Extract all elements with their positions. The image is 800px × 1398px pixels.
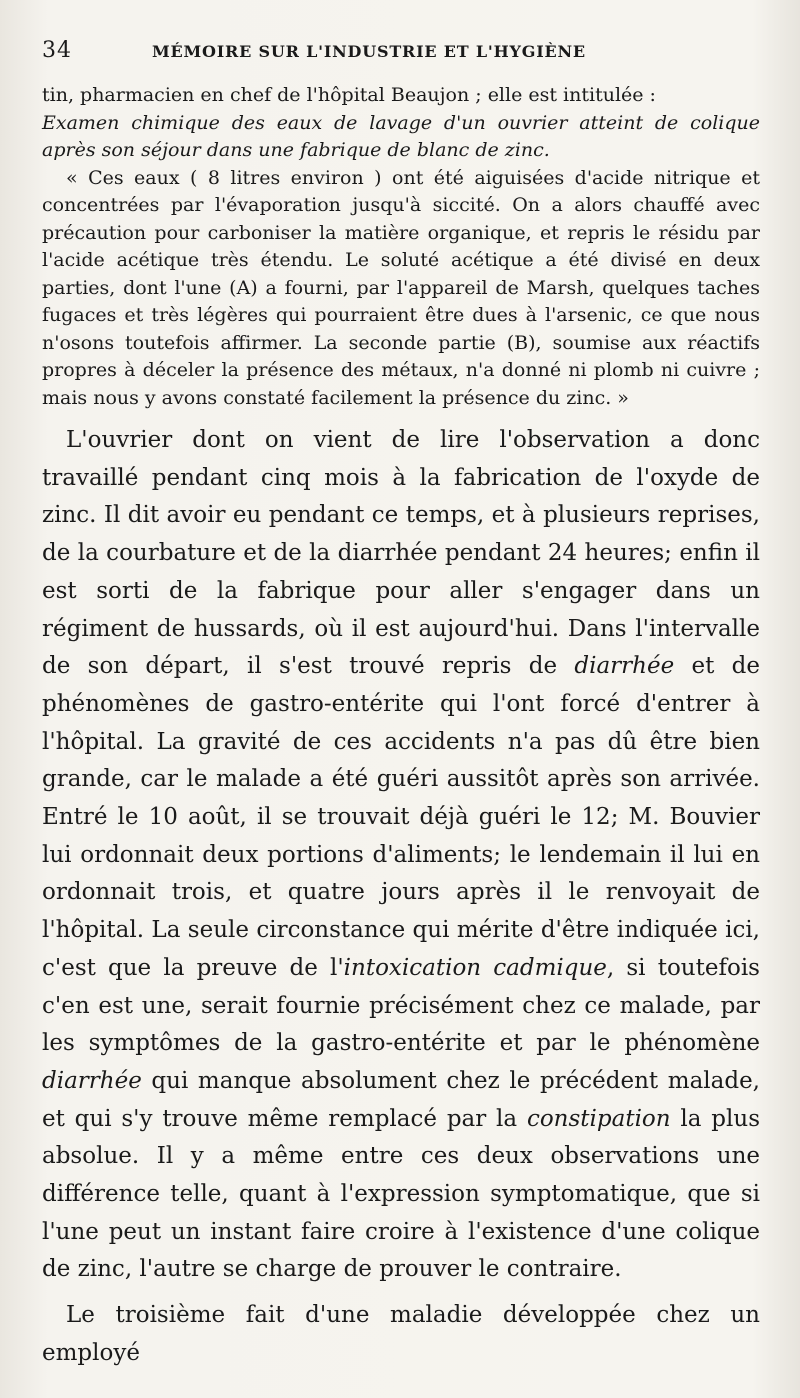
body-text <box>42 422 760 1373</box>
emphasis-text: intoxication cadmique <box>343 954 607 981</box>
page-number: 34 <box>42 38 72 63</box>
running-head <box>42 38 760 72</box>
paragraph-text: L'ouvrier dont on vient de lire l'observation a donc travaillé pendant cinq mois à la fabrication de l'oxyde de zinc. Il dit avoir eu pendant ce temps, et à plusieurs reprises, de la courbature et de la diarrhée pendant 24 heures; enfin il est sorti de la fabrique pour aller s'engager dans un régiment de hussards, où il est aujourd'hui. Dans l'intervalle de son départ, il s'est trouvé repris de <box>42 427 760 680</box>
quote-intro: tin, pharmacien en chef de l'hôpital Beaujon ; elle est intitulée : <box>42 84 656 106</box>
quote-title: Examen chimique des eaux de lavage d'un ouvrier atteint de colique après son séjour dans une fabrique de blanc de zinc. <box>42 111 760 161</box>
paragraph: Le troisième fait d'une maladie développée chez un employé <box>42 1302 760 1366</box>
emphasis-text: constipation <box>526 1105 671 1132</box>
emphasis-text: diarrhée <box>42 1067 142 1094</box>
quote-text: « Ces eaux ( 8 litres environ ) ont été aiguisées d'acide nitrique et concentrées par l'évaporation jusqu'à siccité. On a alors chauffé avec précaution pour carboniser la matière organique, et repris le résidu par l'acide acétique très étendu. Le soluté acétique a été divisé en deux parties, dont l'une (A) a fourni, par l'appareil de Marsh, quelques taches fugaces et très légères qui pourraient être dues à l'arsenic, ce que nous n'osons toutefois affirmer. La seconde partie (B), soumise aux réactifs propres à déceler la présence des métaux, n'a donné ni plomb ni cuivre ; mais nous y avons constaté facilement la présence du zinc. » <box>42 166 760 409</box>
paragraph-text: la plus absolue. Il y a même entre ces deux observations une différence telle, quant à l'expression symptomatique, que si l'une peut un instant faire croire à l'existence d'une colique de zinc, l'autre se charge de prouver le contraire. <box>42 1105 760 1283</box>
paragraph-text: qui manque absolument chez le précédent malade, et qui s'y trouve même remplacé par la <box>42 1067 760 1132</box>
quoted-report <box>42 82 760 412</box>
paragraph-text: , si toutefois c'en est une, serait fournie précisément chez ce malade, par les symptômes de la gastro-entérite et par le phénomène <box>42 954 760 1057</box>
running-title: MÉMOIRE SUR L'INDUSTRIE ET L'HYGIÈNE <box>152 42 586 61</box>
emphasis-text: diarrhée <box>574 653 675 680</box>
paragraph-text: et de phénomènes de gastro-entérite qui l'ont forcé d'entrer à l'hôpital. La gravité de ces accidents n'a pas dû être bien grande, car le malade a été guéri aussitôt après son arrivée. Entré le 10 août, il se trouvait déjà guéri le 12; M. Bouvier lui ordonnait deux portions d'aliments; le lendemain il lui en ordonnait trois, et quatre jours après il le renvoyait de l'hôpital. La seule circonstance qui mérite d'être indiquée ici, c'est que la preuve de l' <box>42 653 761 981</box>
paragraph <box>42 422 760 1289</box>
